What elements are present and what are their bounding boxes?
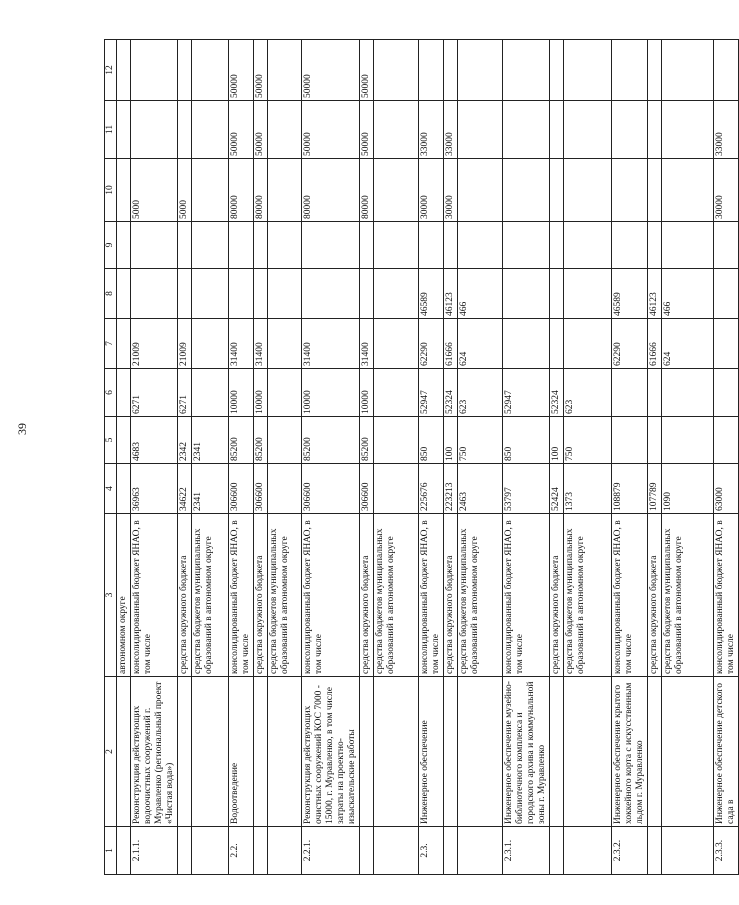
table-cell: средства окружного бюджета xyxy=(648,514,662,677)
table-cell xyxy=(419,40,444,101)
table-cell xyxy=(192,319,229,369)
table-cell: 61666 xyxy=(444,319,458,369)
table-cell xyxy=(117,417,131,464)
budget-table xyxy=(104,39,739,875)
table-cell: 50000 xyxy=(229,40,254,101)
table-cell: 30000 xyxy=(444,159,458,222)
table-cell xyxy=(550,40,564,101)
table-cell xyxy=(360,677,374,827)
table-cell xyxy=(612,40,648,101)
column-header: 3 xyxy=(105,514,117,677)
table-cell xyxy=(550,159,564,222)
table-cell xyxy=(714,417,739,464)
table-cell: 61666 xyxy=(648,319,662,369)
table-row xyxy=(612,40,648,875)
table-cell: Инженерное обеспечение детского сада в xyxy=(714,677,739,827)
column-header: 5 xyxy=(105,417,117,464)
table-cell xyxy=(444,222,458,269)
table-cell xyxy=(503,159,550,222)
table-cell: 46589 xyxy=(419,269,444,319)
table-cell: 2.1.1. xyxy=(131,827,178,875)
table-cell: 6271 xyxy=(131,369,178,417)
column-header: 2 xyxy=(105,677,117,827)
table-cell xyxy=(117,677,131,827)
table-cell xyxy=(268,827,302,875)
table-cell xyxy=(302,222,360,269)
column-header: 9 xyxy=(105,222,117,269)
table-cell xyxy=(254,677,268,827)
table-cell xyxy=(268,40,302,101)
table-cell xyxy=(192,827,229,875)
table-cell: 2.3.3. xyxy=(714,827,739,875)
table-cell: 31400 xyxy=(302,319,360,369)
table-cell xyxy=(192,159,229,222)
table-cell xyxy=(178,101,192,159)
table-cell xyxy=(374,417,419,464)
table-cell xyxy=(131,222,178,269)
table-cell: консолидированный бюджет ЯНАО, в том числе xyxy=(131,514,178,677)
table-row xyxy=(374,40,419,875)
table-cell xyxy=(503,222,550,269)
table-cell: 46589 xyxy=(612,269,648,319)
table-cell xyxy=(268,464,302,514)
column-header: 7 xyxy=(105,319,117,369)
table-cell: средства окружного бюджета xyxy=(254,514,268,677)
table-cell: 85200 xyxy=(360,417,374,464)
table-cell xyxy=(419,222,444,269)
table-cell xyxy=(117,269,131,319)
table-cell xyxy=(268,269,302,319)
table-cell: Инженерное обеспечение музейно-библиотечного комплекса и городского архива и коммунальной зоны г. Муравленко xyxy=(503,677,550,827)
table-cell: 33000 xyxy=(419,101,444,159)
table-cell: 53797 xyxy=(503,464,550,514)
table-cell xyxy=(268,319,302,369)
table-cell: 85200 xyxy=(229,417,254,464)
column-header: 11 xyxy=(105,101,117,159)
table-cell: 108879 xyxy=(612,464,648,514)
table-cell: 2.3. xyxy=(419,827,444,875)
table-cell: 466 xyxy=(458,269,503,319)
table-cell xyxy=(131,101,178,159)
table-cell: 33000 xyxy=(444,101,458,159)
table-cell xyxy=(192,222,229,269)
table-cell xyxy=(302,269,360,319)
table-cell: 5000 xyxy=(131,159,178,222)
table-cell: средства бюджетов муниципальных образований в автономном округе xyxy=(662,514,714,677)
table-cell xyxy=(178,40,192,101)
table-cell: 50000 xyxy=(360,40,374,101)
table-row xyxy=(302,40,360,875)
table-cell: 50000 xyxy=(254,101,268,159)
table-cell: 30000 xyxy=(714,159,739,222)
table-cell xyxy=(117,222,131,269)
table-cell xyxy=(550,319,564,369)
table-cell: средства бюджетов муниципальных образований в автономном округе xyxy=(564,514,612,677)
table-body xyxy=(105,40,739,875)
table-cell: 62290 xyxy=(612,319,648,369)
table-cell xyxy=(648,827,662,875)
table-row xyxy=(178,40,192,875)
table-cell: 2.2. xyxy=(229,827,254,875)
table-cell: 850 xyxy=(419,417,444,464)
table-cell xyxy=(192,101,229,159)
table-cell: консолидированный бюджет ЯНАО, в том числе xyxy=(302,514,360,677)
table-cell xyxy=(374,222,419,269)
table-row xyxy=(662,40,714,875)
table-cell xyxy=(648,222,662,269)
table-cell xyxy=(662,101,714,159)
table-cell xyxy=(550,101,564,159)
table-cell xyxy=(550,827,564,875)
table-cell xyxy=(117,464,131,514)
table-cell: средства бюджетов муниципальных образований в автономном округе xyxy=(458,514,503,677)
table-cell: 2341 xyxy=(192,417,229,464)
table-cell: 62290 xyxy=(419,319,444,369)
table-cell xyxy=(268,417,302,464)
table-cell xyxy=(503,269,550,319)
table-cell: 850 xyxy=(503,417,550,464)
table-cell: автономном округе xyxy=(117,514,131,677)
table-cell xyxy=(564,269,612,319)
table-cell: 4683 xyxy=(131,417,178,464)
column-header: 1 xyxy=(105,827,117,875)
table-cell: 31400 xyxy=(254,319,268,369)
table-cell: 21009 xyxy=(131,319,178,369)
table-cell: 100 xyxy=(444,417,458,464)
table-cell xyxy=(444,677,458,827)
table-cell: 36963 xyxy=(131,464,178,514)
table-cell xyxy=(117,319,131,369)
table-cell xyxy=(564,319,612,369)
table-cell xyxy=(564,159,612,222)
table-cell: средства бюджетов муниципальных образований в автономном округе xyxy=(374,514,419,677)
budget-table-sheet xyxy=(104,40,736,875)
table-row xyxy=(192,40,229,875)
table-cell: 46123 xyxy=(648,269,662,319)
table-cell xyxy=(612,222,648,269)
table-cell: 63000 xyxy=(714,464,739,514)
table-cell xyxy=(714,269,739,319)
table-cell: средства окружного бюджета xyxy=(178,514,192,677)
table-cell: 50000 xyxy=(302,101,360,159)
table-cell: 33000 xyxy=(714,101,739,159)
table-cell: 2341 xyxy=(192,464,229,514)
table-cell: 225676 xyxy=(419,464,444,514)
table-cell: 80000 xyxy=(302,159,360,222)
table-cell: 223213 xyxy=(444,464,458,514)
table-row xyxy=(254,40,268,875)
table-row xyxy=(503,40,550,875)
table-cell xyxy=(662,369,714,417)
table-cell: 623 xyxy=(564,369,612,417)
table-cell: 80000 xyxy=(229,159,254,222)
table-cell xyxy=(662,677,714,827)
table-cell: 107789 xyxy=(648,464,662,514)
table-cell: 50000 xyxy=(229,101,254,159)
table-cell: консолидированный бюджет ЯНАО, в том числе xyxy=(229,514,254,677)
column-header: 10 xyxy=(105,159,117,222)
table-cell: 50000 xyxy=(302,40,360,101)
header-row xyxy=(105,40,117,875)
table-cell: 306600 xyxy=(302,464,360,514)
table-cell xyxy=(444,40,458,101)
table-cell xyxy=(564,101,612,159)
table-cell: 80000 xyxy=(254,159,268,222)
table-cell xyxy=(374,369,419,417)
table-cell: 31400 xyxy=(360,319,374,369)
table-cell xyxy=(612,101,648,159)
table-cell: 306600 xyxy=(254,464,268,514)
table-cell: 1373 xyxy=(564,464,612,514)
table-cell xyxy=(360,827,374,875)
table-cell xyxy=(662,222,714,269)
table-cell: 10000 xyxy=(229,369,254,417)
table-cell: 623 xyxy=(458,369,503,417)
table-row xyxy=(117,40,131,875)
table-cell xyxy=(458,159,503,222)
table-cell: 50000 xyxy=(360,101,374,159)
table-cell xyxy=(268,101,302,159)
table-cell: 85200 xyxy=(302,417,360,464)
table-cell xyxy=(192,677,229,827)
table-row xyxy=(131,40,178,875)
table-cell xyxy=(178,827,192,875)
table-cell xyxy=(117,159,131,222)
table-cell xyxy=(254,269,268,319)
table-cell xyxy=(550,222,564,269)
table-cell xyxy=(360,269,374,319)
table-cell: 52947 xyxy=(503,369,550,417)
table-cell xyxy=(374,827,419,875)
table-cell xyxy=(714,319,739,369)
table-cell xyxy=(360,222,374,269)
table-row xyxy=(564,40,612,875)
table-cell xyxy=(192,40,229,101)
table-cell xyxy=(268,369,302,417)
table-cell: 52947 xyxy=(419,369,444,417)
table-cell xyxy=(178,222,192,269)
table-cell xyxy=(612,159,648,222)
table-cell xyxy=(550,269,564,319)
table-cell: 30000 xyxy=(419,159,444,222)
table-cell xyxy=(564,222,612,269)
table-cell xyxy=(648,159,662,222)
table-cell xyxy=(550,677,564,827)
table-cell: 31400 xyxy=(229,319,254,369)
table-cell xyxy=(458,222,503,269)
table-cell: 10000 xyxy=(302,369,360,417)
table-cell: 46123 xyxy=(444,269,458,319)
table-cell xyxy=(117,827,131,875)
table-cell xyxy=(268,222,302,269)
table-cell xyxy=(192,369,229,417)
table-cell xyxy=(564,40,612,101)
table-cell xyxy=(648,101,662,159)
column-header: 6 xyxy=(105,369,117,417)
table-cell: 52424 xyxy=(550,464,564,514)
table-cell xyxy=(254,222,268,269)
table-cell: Реконструкция действующих водоочистных сооружений г. Муравленко (региональный проект «Чистая вода») xyxy=(131,677,178,827)
table-cell xyxy=(714,40,739,101)
table-cell xyxy=(374,269,419,319)
table-cell: 1090 xyxy=(662,464,714,514)
table-cell xyxy=(662,159,714,222)
table-cell xyxy=(503,101,550,159)
table-cell: 52324 xyxy=(444,369,458,417)
table-cell xyxy=(117,101,131,159)
column-header: 8 xyxy=(105,269,117,319)
table-row xyxy=(648,40,662,875)
table-cell: 6271 xyxy=(178,369,192,417)
table-cell xyxy=(662,40,714,101)
table-row xyxy=(714,40,739,875)
table-cell xyxy=(268,159,302,222)
table-cell xyxy=(662,827,714,875)
table-cell: средства бюджетов муниципальных образований в автономном округе xyxy=(268,514,302,677)
table-cell: средства окружного бюджета xyxy=(360,514,374,677)
table-cell xyxy=(374,677,419,827)
table-cell xyxy=(444,827,458,875)
table-row xyxy=(360,40,374,875)
table-row xyxy=(444,40,458,875)
table-cell: 2.2.1. xyxy=(302,827,360,875)
page-number: 39 xyxy=(15,423,29,435)
table-cell: средства окружного бюджета xyxy=(550,514,564,677)
table-cell xyxy=(131,40,178,101)
table-cell xyxy=(268,677,302,827)
table-cell xyxy=(458,677,503,827)
table-cell: Водоотведение xyxy=(229,677,254,827)
table-cell: консолидированный бюджет ЯНАО, в том числе xyxy=(419,514,444,677)
table-cell xyxy=(458,101,503,159)
table-cell xyxy=(458,40,503,101)
table-cell xyxy=(714,222,739,269)
table-cell: Инженерное обеспечение крытого хоккейного корта с искусственным льдом г. Муравленко xyxy=(612,677,648,827)
table-cell: консолидированный бюджет ЯНАО, в том числе xyxy=(612,514,648,677)
table-cell: 80000 xyxy=(360,159,374,222)
table-cell xyxy=(229,269,254,319)
table-cell: 306600 xyxy=(229,464,254,514)
table-cell xyxy=(564,827,612,875)
table-cell xyxy=(374,319,419,369)
table-cell xyxy=(458,827,503,875)
table-cell xyxy=(117,40,131,101)
table-cell xyxy=(178,269,192,319)
table-cell: 750 xyxy=(458,417,503,464)
table-cell: 306600 xyxy=(360,464,374,514)
table-row xyxy=(268,40,302,875)
table-cell: Реконструкция действующих очистных сооружений КОС 7000 - 15000, г. Муравленко, в том числе затраты на проектно-изыскательские работы xyxy=(302,677,360,827)
table-cell xyxy=(374,464,419,514)
table-row xyxy=(550,40,564,875)
table-cell xyxy=(612,369,648,417)
table-cell xyxy=(192,269,229,319)
table-cell: 10000 xyxy=(360,369,374,417)
table-cell: 750 xyxy=(564,417,612,464)
table-cell: 85200 xyxy=(254,417,268,464)
table-cell xyxy=(662,417,714,464)
table-cell xyxy=(117,369,131,417)
table-cell xyxy=(564,677,612,827)
table-row xyxy=(458,40,503,875)
table-cell: 624 xyxy=(662,319,714,369)
table-cell xyxy=(374,101,419,159)
table-cell xyxy=(503,40,550,101)
table-cell xyxy=(612,417,648,464)
table-cell: 52324 xyxy=(550,369,564,417)
table-cell xyxy=(648,40,662,101)
table-cell: консолидированный бюджет ЯНАО, в том числе xyxy=(503,514,550,677)
table-cell: средства бюджетов муниципальных образований в автономном округе xyxy=(192,514,229,677)
column-header: 12 xyxy=(105,40,117,101)
table-cell xyxy=(374,40,419,101)
table-cell: 2342 xyxy=(178,417,192,464)
table-cell: Инженерное обеспечение xyxy=(419,677,444,827)
table-cell: 466 xyxy=(662,269,714,319)
table-cell: 5000 xyxy=(178,159,192,222)
table-cell xyxy=(648,417,662,464)
table-cell xyxy=(374,159,419,222)
table-cell xyxy=(254,827,268,875)
table-row xyxy=(419,40,444,875)
table-cell: 2463 xyxy=(458,464,503,514)
table-cell xyxy=(178,677,192,827)
column-header: 4 xyxy=(105,464,117,514)
table-cell xyxy=(503,319,550,369)
table-row xyxy=(229,40,254,875)
table-cell: 21009 xyxy=(178,319,192,369)
table-cell xyxy=(648,369,662,417)
table-cell: средства окружного бюджета xyxy=(444,514,458,677)
table-cell: консолидированный бюджет ЯНАО, в том числе xyxy=(714,514,739,677)
table-cell: 624 xyxy=(458,319,503,369)
table-cell: 10000 xyxy=(254,369,268,417)
table-cell: 2.3.2. xyxy=(612,827,648,875)
table-cell xyxy=(229,222,254,269)
table-cell: 34622 xyxy=(178,464,192,514)
table-cell xyxy=(714,369,739,417)
table-cell: 100 xyxy=(550,417,564,464)
table-cell: 50000 xyxy=(254,40,268,101)
table-cell xyxy=(131,269,178,319)
table-cell: 2.3.1. xyxy=(503,827,550,875)
table-cell xyxy=(648,677,662,827)
